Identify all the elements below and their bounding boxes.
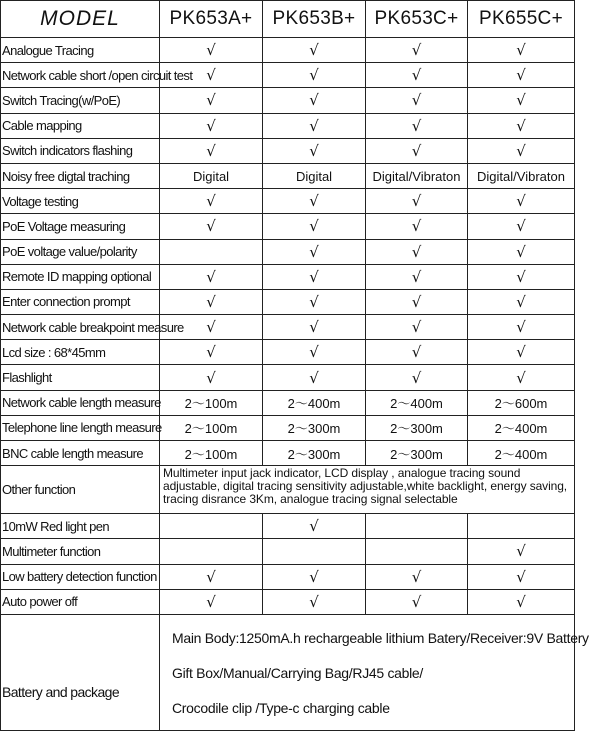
model-pk655c: PK655C+ [468, 1, 575, 38]
value-cell: Digital [263, 163, 366, 188]
check-cell: √ [160, 289, 263, 314]
check-cell: √ [366, 340, 468, 365]
table-row [1, 289, 575, 314]
check-cell: √ [160, 264, 263, 289]
check-cell: √ [468, 340, 575, 365]
battery-label: Battery and package [1, 614, 160, 730]
check-cell: √ [366, 138, 468, 163]
table-row [1, 564, 575, 589]
feature-label: PoE voltage value/polarity [1, 239, 160, 264]
value-cell: 2～100m [160, 441, 263, 466]
table-row [1, 365, 575, 390]
check-cell: √ [263, 239, 366, 264]
table-row [1, 113, 575, 138]
check-cell: √ [263, 214, 366, 239]
check-cell: √ [160, 113, 263, 138]
check-cell: √ [468, 88, 575, 113]
table-row [1, 163, 575, 188]
feature-label: Low battery detection function [1, 564, 160, 589]
value-cell [160, 514, 263, 539]
value-cell [468, 514, 575, 539]
check-cell: √ [160, 63, 263, 88]
check-cell: √ [468, 239, 575, 264]
header-row [1, 1, 575, 38]
other-function-row [1, 466, 575, 514]
check-cell: √ [263, 138, 366, 163]
battery-package-text [160, 614, 589, 730]
value-cell: 2～600m [468, 390, 575, 415]
check-cell: √ [263, 564, 366, 589]
value-cell: 2～300m [263, 441, 366, 466]
table-row [1, 315, 575, 340]
check-cell: √ [468, 539, 575, 564]
check-cell: √ [366, 214, 468, 239]
check-cell: √ [468, 264, 575, 289]
check-cell: √ [263, 340, 366, 365]
check-cell: √ [468, 113, 575, 138]
table-row [1, 589, 575, 614]
check-cell: √ [160, 340, 263, 365]
value-cell: 2～100m [160, 415, 263, 440]
check-cell: √ [366, 365, 468, 390]
check-cell: √ [263, 315, 366, 340]
check-cell: √ [263, 365, 366, 390]
check-cell: √ [263, 514, 366, 539]
check-cell: √ [160, 589, 263, 614]
model-pk653c: PK653C+ [366, 1, 468, 38]
value-cell: 2～300m [366, 415, 468, 440]
value-cell [160, 239, 263, 264]
check-cell: √ [263, 264, 366, 289]
check-cell: √ [468, 365, 575, 390]
feature-label: Telephone line length measure [1, 415, 160, 440]
value-cell: Digital/Vibraton [366, 163, 468, 188]
check-cell: √ [468, 63, 575, 88]
feature-label: Remote ID mapping optional [1, 264, 160, 289]
feature-label: Multimeter function [1, 539, 160, 564]
check-cell: √ [160, 38, 263, 63]
value-cell: 2～300m [366, 441, 468, 466]
check-cell: √ [468, 564, 575, 589]
check-cell: √ [263, 189, 366, 214]
value-cell: 2～300m [263, 415, 366, 440]
check-cell: √ [468, 138, 575, 163]
check-cell: √ [468, 38, 575, 63]
table-row [1, 189, 575, 214]
value-cell: 2～400m [468, 415, 575, 440]
check-cell: √ [366, 589, 468, 614]
table-row [1, 88, 575, 113]
value-cell: 2～400m [468, 441, 575, 466]
check-cell: √ [263, 88, 366, 113]
table-row [1, 415, 575, 440]
feature-label: Network cable short /open circuit test [1, 63, 160, 88]
battery-package-line: Gift Box/Manual/Carrying Bag/RJ45 cable/ [172, 664, 424, 681]
check-cell: √ [160, 88, 263, 113]
value-cell: 2～400m [366, 390, 468, 415]
feature-label: Flashlight [1, 365, 160, 390]
table-row [1, 514, 575, 539]
table-row [1, 214, 575, 239]
check-cell: √ [366, 289, 468, 314]
check-cell: √ [468, 315, 575, 340]
check-cell: √ [468, 289, 575, 314]
feature-label: Auto power off [1, 589, 160, 614]
check-cell: √ [263, 63, 366, 88]
feature-label: Noisy free digtal traching [1, 163, 160, 188]
battery-row [1, 614, 575, 730]
feature-label: Network cable length measure [1, 390, 160, 415]
feature-label: Analogue Tracing [1, 38, 160, 63]
table-row [1, 539, 575, 564]
value-cell [160, 539, 263, 564]
value-cell [366, 539, 468, 564]
other-function-text: Multimeter input jack indicator, LCD display , analogue tracing sound adjustable, digital tracing sensitivity adjustable,white backlight, energy saving, tracing disrance 3Km, analogue tracing signal selectable [160, 466, 575, 514]
check-cell: √ [366, 189, 468, 214]
feature-label: 10mW Red light pen [1, 514, 160, 539]
table-row [1, 264, 575, 289]
check-cell: √ [366, 88, 468, 113]
check-cell: √ [366, 239, 468, 264]
table-row [1, 340, 575, 365]
check-cell: √ [160, 315, 263, 340]
value-cell [366, 514, 468, 539]
check-cell: √ [366, 264, 468, 289]
check-cell: √ [366, 113, 468, 138]
check-cell: √ [263, 38, 366, 63]
check-cell: √ [468, 189, 575, 214]
check-cell: √ [263, 289, 366, 314]
check-cell: √ [160, 365, 263, 390]
value-cell: Digital [160, 163, 263, 188]
feature-label: Switch Tracing(w/PoE) [1, 88, 160, 113]
table-row [1, 38, 575, 63]
feature-label: Network cable breakpoint measure [1, 315, 160, 340]
feature-label: Cable mapping [1, 113, 160, 138]
battery-package-line: Main Body:1250mA.h rechargeable lithium Batery/Receiver:9V Battery [172, 629, 589, 646]
table-row [1, 239, 575, 264]
value-cell: 2～100m [160, 390, 263, 415]
other-function-label: Other function [1, 466, 160, 514]
table-row [1, 138, 575, 163]
check-cell: √ [160, 189, 263, 214]
check-cell: √ [468, 589, 575, 614]
battery-package-line: Crocodile clip /Type-c charging cable [172, 699, 390, 716]
check-cell: √ [160, 564, 263, 589]
feature-label: Switch indicators flashing [1, 138, 160, 163]
value-cell [263, 539, 366, 564]
check-cell: √ [366, 564, 468, 589]
model-pk653b: PK653B+ [263, 1, 366, 38]
value-cell: 2～400m [263, 390, 366, 415]
feature-label: Enter connection prompt [1, 289, 160, 314]
table-row [1, 441, 575, 466]
model-pk653a: PK653A+ [160, 1, 263, 38]
check-cell: √ [263, 113, 366, 138]
check-cell: √ [366, 38, 468, 63]
feature-label: BNC cable length measure [1, 441, 160, 466]
table-row [1, 63, 575, 88]
check-cell: √ [468, 214, 575, 239]
check-cell: √ [160, 138, 263, 163]
check-cell: √ [160, 214, 263, 239]
check-cell: √ [263, 589, 366, 614]
table-row [1, 390, 575, 415]
check-cell: √ [366, 63, 468, 88]
feature-label: Lcd size : 68*45mm [1, 340, 160, 365]
value-cell: Digital/Vibraton [468, 163, 575, 188]
model-header: MODEL [1, 1, 160, 38]
check-cell: √ [366, 315, 468, 340]
feature-label: PoE Voltage measuring [1, 214, 160, 239]
feature-label: Voltage testing [1, 189, 160, 214]
